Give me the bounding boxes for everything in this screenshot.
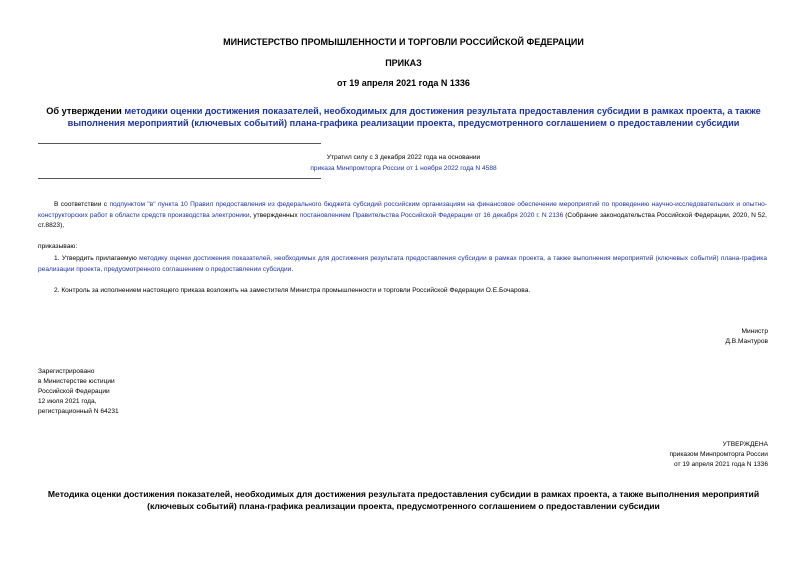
registration-line-4: 12 июля 2021 года, [38,398,97,405]
top-divider [38,143,321,144]
order-title [40,105,767,129]
preamble-text-3: (Собрание законодательства Российской Федерации, 2020, N 52, ст.8823), [38,211,767,229]
methodology-title: Методика оценки достижения показателей, необходимых для достижения результата предоставления субсидии в рамках проекта, а также выполнения мероприятий (ключевых событий) плана-графика реализации проекта, предусмотренного соглашением о предоставлении субсидии [47,489,760,511]
approval-line-2: приказом Минпромторга России [669,451,768,458]
item-1-suffix: . [291,265,294,273]
bottom-divider [38,178,321,179]
registration-line-1: Зарегистрировано [38,368,95,375]
status-note-line1: Утратил силу с 3 декабря 2022 года на основании [326,154,481,161]
doc-type-heading: ПРИКАЗ [385,58,422,68]
item-2: 2. Контроль за исполнением настоящего приказа возложить на заместителя Министра промышленности и торговли Российской Федерации О.Е.Бочарова. [54,287,531,294]
signature-block [600,327,768,347]
preamble-text-2: , утвержденных [249,211,300,219]
order-title-prefix: Об утверждении [46,106,125,116]
ministry-heading: МИНИСТЕРСТВО ПРОМЫШЛЕННОСТИ И ТОРГОВЛИ РОССИЙСКОЙ ФЕДЕРАЦИИ [223,37,584,47]
registration-line-3: Российской Федерации [38,388,110,395]
preamble-link-rules[interactable]: подпунктом "в" пункта 10 Правил предоставления из федерального бюджета субсидий российским организациям на финансовое обеспечение мероприятий по проведению научно-исследовательских и опытно-конструкторских работ в области средств производства электроники [38,201,768,219]
approval-line-1: УТВЕРЖДЕНА [722,441,768,448]
item-1-prefix: 1. Утвердить прилагаемую [54,255,140,262]
doc-date-number: от 19 апреля 2021 года N 1336 [337,78,470,88]
preamble-paragraph [38,200,767,232]
approval-line-3: от 19 апреля 2021 года N 1336 [673,461,768,468]
registration-line-5: регистрационный N 64231 [38,408,119,415]
registration-line-2: в Министерстве юстиции [38,378,115,385]
item-1-link[interactable]: методику оценки достижения показателей, необходимых для достижения результата предоставления субсидии в рамках проекта, а также выполнения мероприятий (ключевых событий) плана-графика реализации проекта, предусмотренного соглашением о предоставлении субсидии [38,255,768,273]
approval-block [560,440,768,470]
item-1 [38,254,767,275]
preamble-link-resolution[interactable]: постановлением Правительства Российской Федерации от 16 декабря 2020 г. N 2136 [299,211,564,219]
order-title-link[interactable]: методики оценки достижения показателей, необходимых для достижения результата предоставления субсидии в рамках проекта, а также выполнения мероприятий (ключевых событий) плана-графика реализации проекта, предусмотренного соглашением о предоставлении субсидии [67,106,761,128]
status-note-link[interactable]: приказа Минпромторга России от 1 ноября 2022 года N 4588 [310,165,497,172]
signature-name: Д.В.Мантуров [725,338,768,345]
signature-position: Министр [741,328,768,335]
preamble-text-1: В соответствии с [54,201,110,208]
status-note [0,152,807,174]
registration-block [38,367,258,417]
order-word: приказываю: [38,243,78,250]
